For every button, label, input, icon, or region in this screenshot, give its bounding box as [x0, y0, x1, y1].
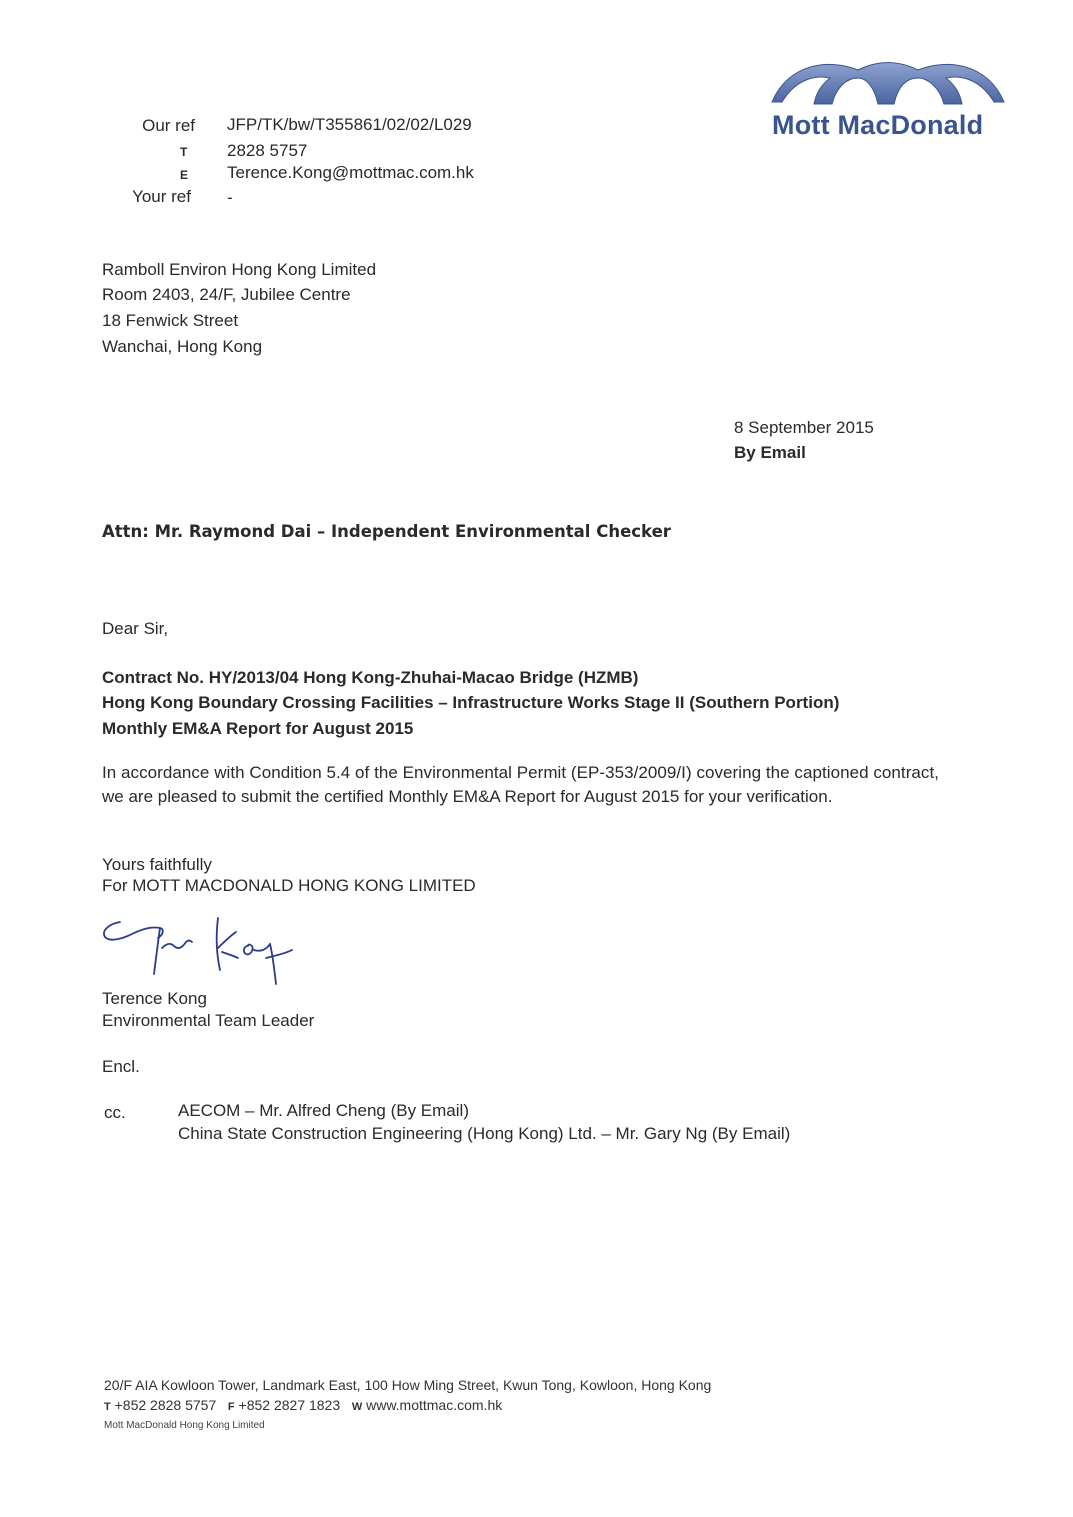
enclosure-label: Encl.	[102, 1057, 140, 1076]
footer-tel-label: T	[104, 1401, 111, 1413]
closing-line: Yours faithfully	[102, 855, 212, 874]
footer-fax: +852 2827 1823	[238, 1397, 341, 1413]
recipient-line: Ramboll Environ Hong Kong Limited	[102, 260, 377, 279]
cc-label: cc.	[104, 1103, 126, 1122]
subject-line: Contract No. HY/2013/04 Hong Kong-Zhuhai-Macao Bridge (HZMB)	[102, 668, 639, 687]
email-label: E	[180, 168, 189, 182]
delivery-method: By Email	[734, 443, 806, 462]
your-ref-label: Your ref	[132, 187, 191, 206]
subject-line: Hong Kong Boundary Crossing Facilities – Infrastructure Works Stage II (Southern Portion)	[102, 693, 840, 712]
company-logo-wordmark: Mott MacDonald	[772, 110, 984, 140]
footer-web[interactable]: www.mottmac.com.hk	[366, 1397, 503, 1413]
signer-name: Terence Kong	[102, 989, 207, 1008]
cc-line: China State Construction Engineering (Hong Kong) Ltd. – Mr. Gary Ng (By Email)	[178, 1124, 791, 1143]
salutation: Dear Sir,	[102, 619, 169, 638]
recipient-line: Room 2403, 24/F, Jubilee Centre	[102, 285, 351, 304]
body-line: In accordance with Condition 5.4 of the Environmental Permit (EP-353/2009/I) covering the captioned contract,	[102, 763, 940, 782]
footer-web-label: W	[351, 1401, 363, 1413]
recipient-line: Wanchai, Hong Kong	[102, 337, 263, 356]
our-ref-label: Our ref	[142, 116, 195, 135]
our-ref-value: JFP/TK/bw/T355861/02/02/L029	[227, 115, 472, 134]
tel-value: 2828 5757	[227, 141, 308, 160]
attention-line: Attn: Mr. Raymond Dai – Independent Environmental Checker	[102, 522, 671, 541]
letter-date: 8 September 2015	[734, 418, 874, 437]
recipient-line: 18 Fenwick Street	[102, 311, 239, 330]
subject-line: Monthly EM&A Report for August 2015	[102, 719, 414, 738]
your-ref-value: -	[227, 188, 233, 207]
footer-fax-label: F	[227, 1401, 235, 1413]
cc-line: AECOM – Mr. Alfred Cheng (By Email)	[178, 1101, 469, 1120]
footer-tel: +852 2828 5757	[114, 1397, 217, 1413]
handwritten-signature	[98, 912, 308, 992]
footer-company: Mott MacDonald Hong Kong Limited	[104, 1420, 265, 1431]
footer-contact	[104, 1395, 502, 1417]
email-value[interactable]: Terence.Kong@mottmac.com.hk	[227, 163, 474, 182]
signer-title: Environmental Team Leader	[102, 1011, 315, 1030]
closing-line: For MOTT MACDONALD HONG KONG LIMITED	[102, 876, 476, 895]
tel-label: T	[180, 145, 188, 159]
footer-address: 20/F AIA Kowloon Tower, Landmark East, 100 How Ming Street, Kwun Tong, Kowloon, Hong Kong	[104, 1377, 712, 1393]
body-line: we are pleased to submit the certified Monthly EM&A Report for August 2015 for your verification.	[102, 787, 833, 806]
